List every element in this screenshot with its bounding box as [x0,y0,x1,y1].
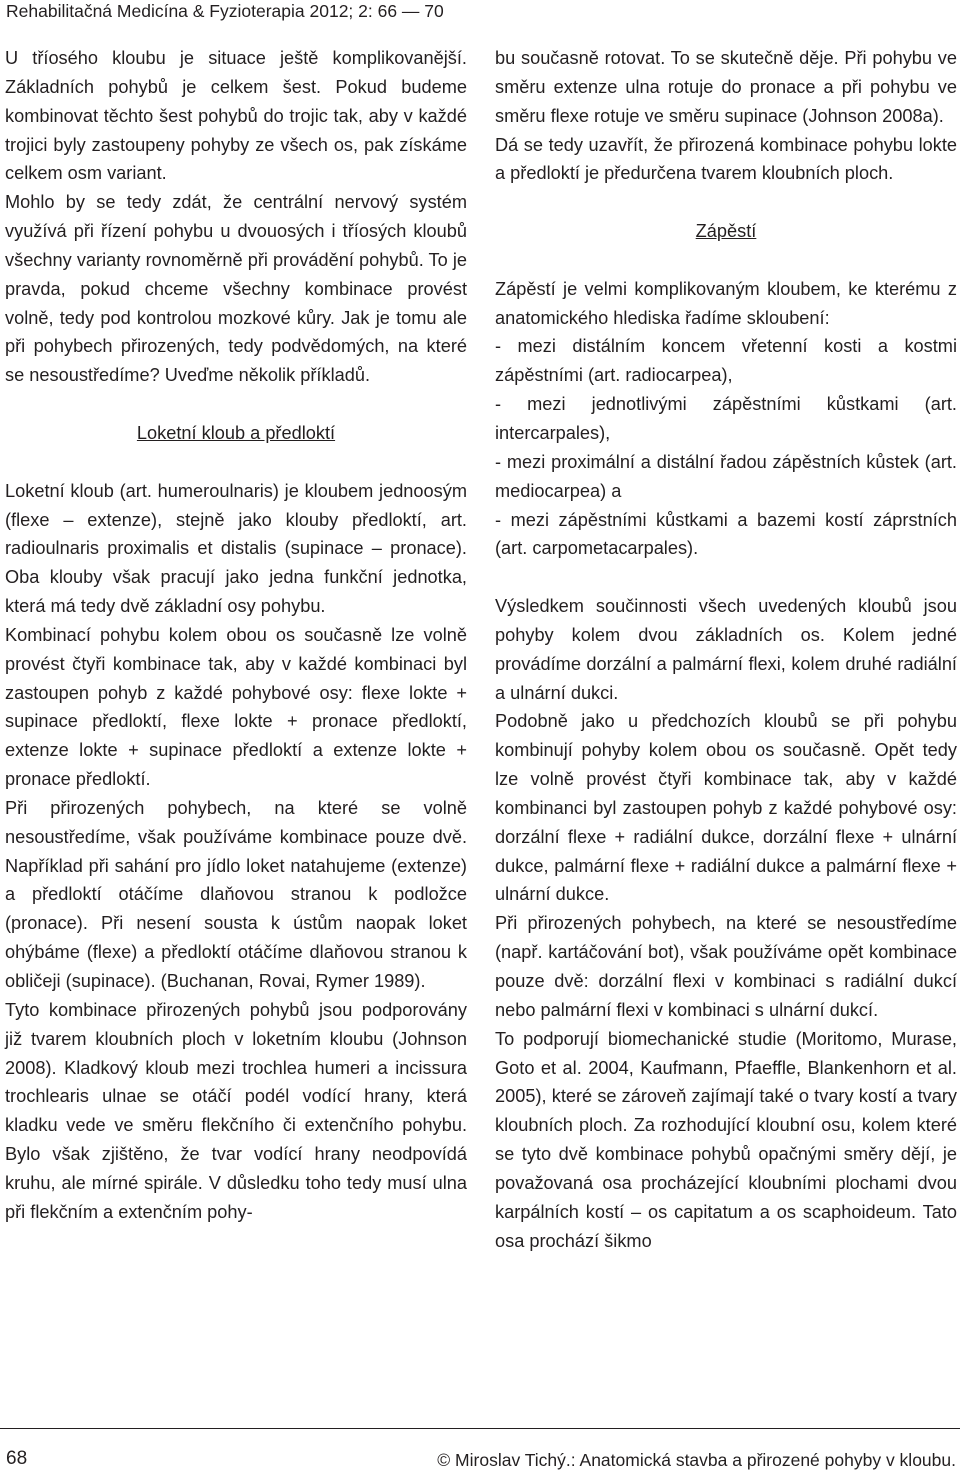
footer-rule [0,1428,960,1429]
paragraph: Při přirozených pohybech, na které se nesoustředíme (např. kartáčování bot), však používáme opět kombinace pouze dvě: dorzální flexi v kombinaci s radiální dukcí nebo palmární flexi v kombinaci s ulnární dukcí. [495,913,957,1020]
paragraph: Výsledkem součinnosti všech uvedených kloubů jsou pohyby kolem dvou základních os. Kolem jedné provádíme dorzální a palmární flexi, kolem druhé radiální a ulnární dukci. [495,596,957,703]
list-item: - mezi zápěstními kůstkami a bazemi kostí záprstních (art. carpometacarpales). [495,509,957,559]
paragraph: Zápěstí je velmi komplikovaným kloubem, ke kterému z anatomického hlediska řadíme skloubení: [495,278,957,328]
paragraph: Podobně jako u předchozích kloubů se při pohybu kombinují pohyby kolem obou os současně. Opět tedy lze volně provést čtyři kombinace tak, aby v každé kombinanci byl zastoupen pohyb z každé pohybové osy: dorzální flexe + radiální dukce, dorzální flexe + ulnární dukce, palmární flexe + radiální dukce a palmární flexe + ulnární dukce. [495,711,957,905]
spacer [5,390,467,419]
section-heading-wrist: Zápěstí [695,221,757,242]
journal-header: Rehabilitačná Medicína & Fyzioterapia 2012; 2: 66 — 70 [6,1,444,21]
paragraph: Loketní kloub (art. humeroulnaris) je kloubem jednoosým (flexe – extenze), stejně jako klouby předloktí, art. radioulnaris proximalis et distalis (supinace – pronace). Oba klouby však pracují jako jedna funkční jednotka, která má tedy dvě základní osy pohybu. [5,480,467,617]
list-item: - mezi jednotlivými zápěstními kůstkami (art. intercarpales), [495,394,957,443]
list-item: - mezi proximální a distální řadou zápěstních kůstek (art. mediocarpea) a [495,451,957,501]
paragraph: bu současně rotovat. To se skutečně děje. Při pohybu ve směru extenze ulna rotuje do pronace a při pohybu ve směru flexe rotuje ve směru supinace (Johnson 2008a). [495,48,957,126]
spacer [495,188,957,217]
right-column [495,44,957,1255]
paragraph: Tyto kombinace přirozených pohybů jsou podporovány již tvarem kloubních ploch v loketním kloubu (Johnson 2008). Kladkový kloub mezi trochlea humeri a incissura trochlearis ulnae se otáčí podél vodící hrany, která kladku vede ve směru flekčního či extenčního pohybu. Bylo však zjištěno, že tvar vodící hrany neodpovídá kruhu, ale mírné spirále. V důsledku toho tedy musí ulna při flekčním a extenčním pohy- [5,999,467,1222]
page-number: 68 [6,1448,28,1469]
paragraph: U tříosého kloubu je situace ještě komplikovanější. Základních pohybů je celkem šest. Pokud budeme kombinovat těchto šest pohybů do trojic tak, aby v každé trojici byly zastoupeny pohyby ze všech os, pak získáme celkem osm variant. [5,48,467,184]
paragraph: Kombinací pohybu kolem obou os současně lze volně provést čtyři kombinace tak, aby v každé kombinaci byl zastoupen pohyb z každé pohybové osy: flexe lokte + supinace předloktí, flexe lokte + pronace předloktí, extenze lokte + supinace předloktí a extenze lokte + pronace předloktí. [5,624,467,790]
paragraph: Při přirozených pohybech, na které se volně nesoustředíme, však používáme kombinace pouze dvě. Například při sahání pro jídlo loket natahujeme (extenze) a předloktí otáčíme dlaňovou stranou k podložce (pronace). Při nesení sousta k ústům naopak loket ohýbáme (flexe) a předloktí otáčíme dlaňovou stranou k obličeji (supinace). (Buchanan, Rovai, Rymer 1989). [5,797,467,991]
paragraph: Dá se tedy uzavřít, že přirozená kombinace pohybu lokte a předloktí je předurčena tvarem kloubních ploch. [495,134,957,184]
left-column [5,44,467,1227]
paragraph: To podporují biomechanické studie (Moritomo, Murase, Goto et al. 2004, Kaufmann, Pfaeffle, Blankenhorn et al. 2005), které se zároveň zajímají také o tvary kostí a tvary kloubních ploch. Za rozhodující kloubní osu, kolem které se tyto dvě kombinace pohybů opačnými směry dějí, je považovaná osa procházející kloubními plochami dvou karpálních kostí – os capitatum a os scaphoideum. Tato osa prochází šikmo [495,1028,957,1251]
footer-credit: © Miroslav Tichý.: Anatomická stavba a přirozené pohyby v kloubu. [437,1450,956,1470]
spacer [5,448,467,477]
paragraph: Mohlo by se tedy zdát, že centrální nervový systém využívá při řízení pohybu u dvouosých i tříosých kloubů všechny varianty rovnoměrně při provádění pohybů. To je pravda, pokud chceme všechny kombinace provést volně, tedy pod kontrolou mozkové kůry. Jak je tomu ale při pohybech přirozených, tedy podvědomých, na které se nesoustředíme? Uveďme několik příkladů. [5,192,467,386]
section-heading-elbow: Loketní kloub a předloktí [136,422,336,443]
spacer [495,563,957,592]
list-item: - mezi distálním koncem vřetenní kosti a kostmi zápěstními (art. radiocarpea), [495,336,957,386]
spacer [495,246,957,275]
